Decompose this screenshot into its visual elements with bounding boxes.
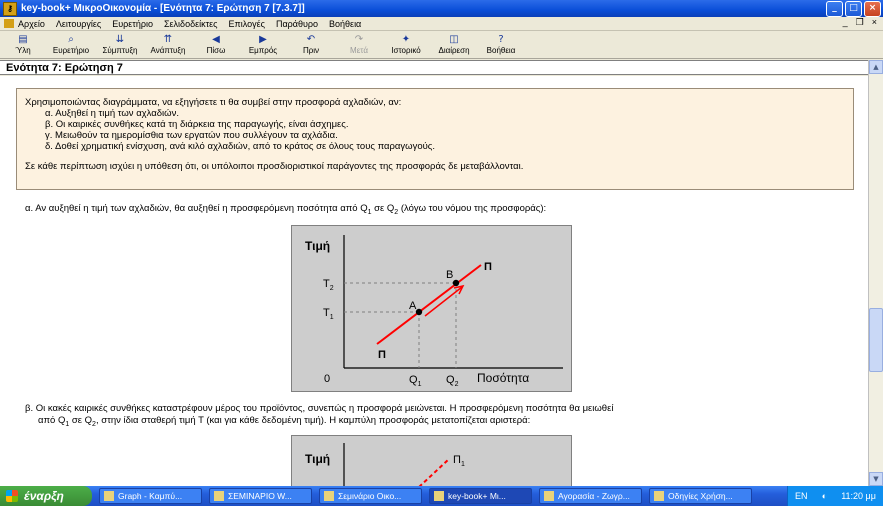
answer-b-line2: από $Q_1$ σε $Q_2$, στην ίδια σταθερή τιμή Τ (και για κάθε δεδομένη τιμή). Η καμπύλη προσφοράς μετατοπίζεται αριστερά: [38, 415, 531, 428]
forward-arrow-icon: ▶ [259, 34, 267, 45]
x-axis-label: Ποσότητα [477, 371, 530, 385]
magnifier-icon: ⌕ [68, 34, 74, 45]
window-title: key-book+ ΜικροΟικονομία - [Ενότητα 7: Ερώτηση 7 [7.3.7]] [21, 3, 305, 14]
minimize-button[interactable]: _ [826, 1, 843, 17]
maximize-button[interactable]: □ [845, 1, 862, 17]
curve-label-top: Π [484, 261, 492, 273]
mdi-controls [843, 17, 877, 28]
supply-diagram-1 [291, 225, 573, 393]
toolbar-contents-button[interactable]: ▤ Ύλη [15, 34, 31, 55]
origin-label: 0 [324, 373, 331, 385]
point-a-label: A [409, 300, 417, 312]
supply-diagram-2 [291, 435, 573, 486]
toolbar-forward-button[interactable]: ▶ Εμπρός [248, 34, 278, 55]
toolbar-collapse-button[interactable]: ⇊ Σύμπτυξη [102, 34, 138, 55]
menu-options[interactable]: Επιλογές [228, 18, 265, 29]
redo-icon: ↷ [354, 34, 364, 45]
toolbar-help-button[interactable]: ? Βοήθεια [486, 34, 516, 55]
question-item: α. Αυξηθεί η τιμή των αχλαδιών. [45, 108, 179, 119]
menu-window[interactable]: Παράθυρο [275, 18, 319, 29]
question-note: Σε κάθε περίπτωση ισχύει η υπόθεση ότι, οι υπόλοιποι προσδιοριστικοί παράγοντες της προσφοράς δε μεταβάλλονται. [25, 161, 524, 172]
app-key-icon: ⚷ [3, 2, 17, 16]
key-icon [434, 491, 444, 501]
q2-label: $Q_2$ [446, 374, 459, 388]
scroll-up-arrow-icon[interactable]: ▲ [869, 60, 883, 74]
curve-label: $\Pi_1$ [453, 454, 465, 468]
toolbar-index-button[interactable]: ⌕ Ευρετήριο [52, 34, 90, 55]
clock: 11:20 μμ [841, 491, 876, 501]
toolbar-back-button[interactable]: ◀ Πίσω [206, 34, 226, 55]
undo-icon: ↶ [306, 34, 316, 45]
q1-label: $Q_1$ [409, 374, 422, 388]
paint-icon [544, 491, 554, 501]
split-icon: ◫ [449, 34, 459, 45]
toolbar-previous-button[interactable]: ↶ Πριν [302, 34, 320, 55]
vertical-scrollbar[interactable] [868, 60, 883, 486]
close-button[interactable]: × [864, 1, 881, 17]
back-arrow-icon: ◀ [212, 34, 220, 45]
question-item: β. Οι καιρικές συνθήκες κατά τη διάρκεια της παραγωγής, είναι άσχημες. [45, 119, 349, 130]
history-icon: ✦ [401, 34, 411, 45]
mdi-minimize-button[interactable]: _ [842, 17, 848, 27]
diagram-background [292, 226, 572, 392]
scroll-down-arrow-icon[interactable]: ▼ [869, 472, 883, 486]
question-item: δ. Δοθεί χρηματική ενίσχυση, ανά κιλό αχλαδιών, από το κράτος σε όλους τους παραγωγούς. [45, 141, 436, 152]
taskbar-item[interactable]: Οδηγίες Χρήση... [649, 488, 752, 504]
t1-label: $T_1$ [323, 307, 334, 321]
mdi-close-button[interactable]: × [871, 17, 877, 27]
windows-logo-icon [6, 490, 18, 502]
word-doc-icon [324, 491, 334, 501]
point-b [453, 280, 459, 286]
network-icon[interactable]: ◐ [821, 491, 828, 501]
question-box [16, 88, 854, 190]
diagram-background [292, 436, 572, 487]
question-item: γ. Μειωθούν τα ημερομίσθια των εργατών που συλλέγουν τα αχλάδια. [45, 130, 338, 141]
toolbar-split-button[interactable]: ◫ Διαίρεση [438, 34, 470, 55]
help-icon: ? [498, 34, 504, 45]
scroll-thumb[interactable] [869, 308, 883, 372]
menu-index[interactable]: Ευρετήριο [112, 18, 153, 29]
menu-functions[interactable]: Λειτουργίες [55, 18, 102, 29]
pdf-icon [654, 491, 664, 501]
section-header: Ενότητα 7: Ερώτηση 7 [0, 60, 868, 75]
start-button[interactable]: έναρξη [0, 486, 92, 506]
content-area [0, 76, 868, 486]
toolbar [0, 31, 883, 59]
collapse-icon: ⇊ [115, 34, 125, 45]
expand-icon: ⇈ [163, 34, 173, 45]
answer-a-text: α. Αν αυξηθεί η τιμή των αχλαδιών, θα αυξηθεί η προσφερόμενη ποσότητα από $Q_1$ σε $Q_2$ (λόγω του νόμου της προσφοράς): [25, 203, 547, 216]
menu-bar [0, 17, 883, 31]
taskbar-item[interactable]: Σεμινάριο Οικο... [319, 488, 422, 504]
point-a [416, 309, 422, 315]
taskbar-item[interactable]: Graph - Καμπύ... [99, 488, 202, 504]
mdi-restore-button[interactable]: ❐ [855, 17, 864, 27]
language-indicator[interactable]: EN [795, 491, 808, 501]
t2-label: $T_2$ [323, 278, 334, 292]
document-icon[interactable] [4, 19, 14, 28]
y-axis-label: Τιμή [305, 452, 331, 466]
y-axis-label: Τιμή [305, 239, 331, 253]
question-intro: Χρησιμοποιώντας διαγράμματα, να εξηγήσετε τι θα συμβεί στην προσφορά αχλαδιών, αν: [25, 97, 402, 108]
taskbar [0, 486, 883, 506]
window-title-bar[interactable] [0, 0, 883, 17]
menu-help[interactable]: Βοήθεια [329, 18, 362, 29]
system-tray [787, 486, 883, 506]
answer-b-line1: β. Οι κακές καιρικές συνθήκες καταστρέφουν μέρος του προϊόντος, συνεπώς η προσφορά μειώνεται. Η προσφερόμενη ποσότητα θα μειωθεί [25, 403, 614, 414]
menu-bookmarks[interactable]: Σελιδοδείκτες [163, 18, 218, 29]
window-controls [826, 1, 881, 17]
toolbar-history-button[interactable]: ✦ Ιστορικό [391, 34, 421, 55]
taskbar-item[interactable]: ΣΕΜΙΝΑΡΙΟ W... [209, 488, 312, 504]
curve-label-bottom: Π [378, 349, 386, 361]
book-icon: ▤ [18, 34, 28, 45]
taskbar-item[interactable]: Αγορασία - Ζωγρ... [539, 488, 642, 504]
toolbar-expand-button[interactable]: ⇈ Ανάπτυξη [150, 34, 186, 55]
folder-icon [214, 491, 224, 501]
toolbar-next-button[interactable]: ↷ Μετά [350, 34, 368, 55]
menu-file[interactable]: Αρχείο [18, 18, 45, 29]
graph-app-icon [104, 491, 114, 501]
point-b-label: B [446, 269, 454, 281]
taskbar-item-active[interactable]: key-book+ Μι... [429, 488, 532, 504]
